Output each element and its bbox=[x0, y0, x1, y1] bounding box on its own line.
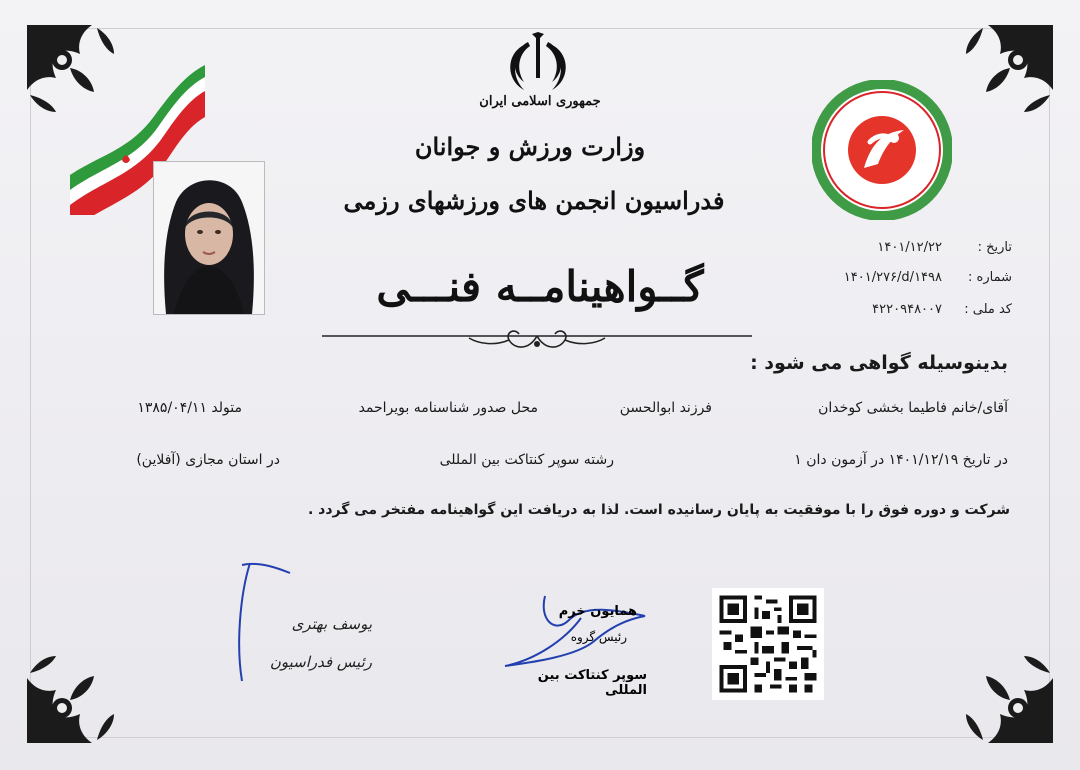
iran-emblem-icon bbox=[502, 32, 574, 94]
federation-heading: فدراسیون انجمن های ورزشهای رزمی bbox=[343, 186, 725, 215]
corner-ornament-icon bbox=[948, 20, 1058, 130]
date-label: تاریخ : bbox=[977, 240, 1012, 255]
date-value: ۱۴۰۱/۱۲/۲۲ bbox=[877, 240, 942, 255]
meta-date bbox=[742, 240, 1012, 255]
group-org: سوپر کنتاکت بین المللی bbox=[537, 668, 647, 698]
president-title: رئیس فدراسیون bbox=[269, 653, 372, 671]
ornamental-divider-icon bbox=[322, 322, 752, 358]
intro-text: بدینوسیله گواهی می شود : bbox=[750, 352, 1008, 374]
birth-date: متولد ۱۳۸۵/۰۴/۱۱ bbox=[137, 400, 242, 416]
corner-ornament-icon bbox=[948, 638, 1058, 748]
province: در استان مجازی (آفلاین) bbox=[136, 452, 280, 468]
number-value: ۱۴۰۱/۲۷۶/d/۱۴۹۸ bbox=[843, 270, 942, 285]
exam-info: در تاریخ ۱۴۰۱/۱۲/۱۹ در آزمون دان ۱ bbox=[794, 452, 1008, 468]
president-signature bbox=[230, 555, 390, 685]
group-head-signature bbox=[495, 590, 675, 700]
president-name: یوسف بهتری bbox=[291, 615, 372, 633]
discipline: رشته سوپر کنتاکت بین المللی bbox=[439, 452, 614, 468]
federation-logo-icon bbox=[812, 80, 952, 220]
group-head-title: رئیس گروه bbox=[570, 630, 627, 644]
ministry-heading: وزارت ورزش و جوانان bbox=[414, 132, 646, 161]
issue-place: محل صدور شناسنامه بویراحمد bbox=[358, 400, 538, 416]
number-label: شماره : bbox=[968, 270, 1012, 285]
corner-ornament-icon bbox=[22, 638, 132, 748]
father-name: فرزند ابوالحسن bbox=[619, 400, 712, 416]
group-head-name: همایون خرم bbox=[558, 604, 637, 619]
republic-heading: جمهوری اسلامی ایران bbox=[479, 94, 601, 109]
national-id-label: کد ملی : bbox=[964, 302, 1012, 317]
qr-code[interactable] bbox=[712, 588, 824, 700]
closing-text: شرکت و دوره فوق را با موفقیت به پایان رسانیده است. لذا به دریافت این گواهینامه مفتخر می گردد . bbox=[307, 502, 1010, 518]
national-id-value: ۴۲۲۰۹۴۸۰۰۷ bbox=[872, 302, 942, 317]
holder-name: آقای/خانم فاطیما بخشی کوخدان bbox=[818, 400, 1008, 416]
certificate-title: گــواهینامــه فنـــی bbox=[376, 262, 704, 311]
